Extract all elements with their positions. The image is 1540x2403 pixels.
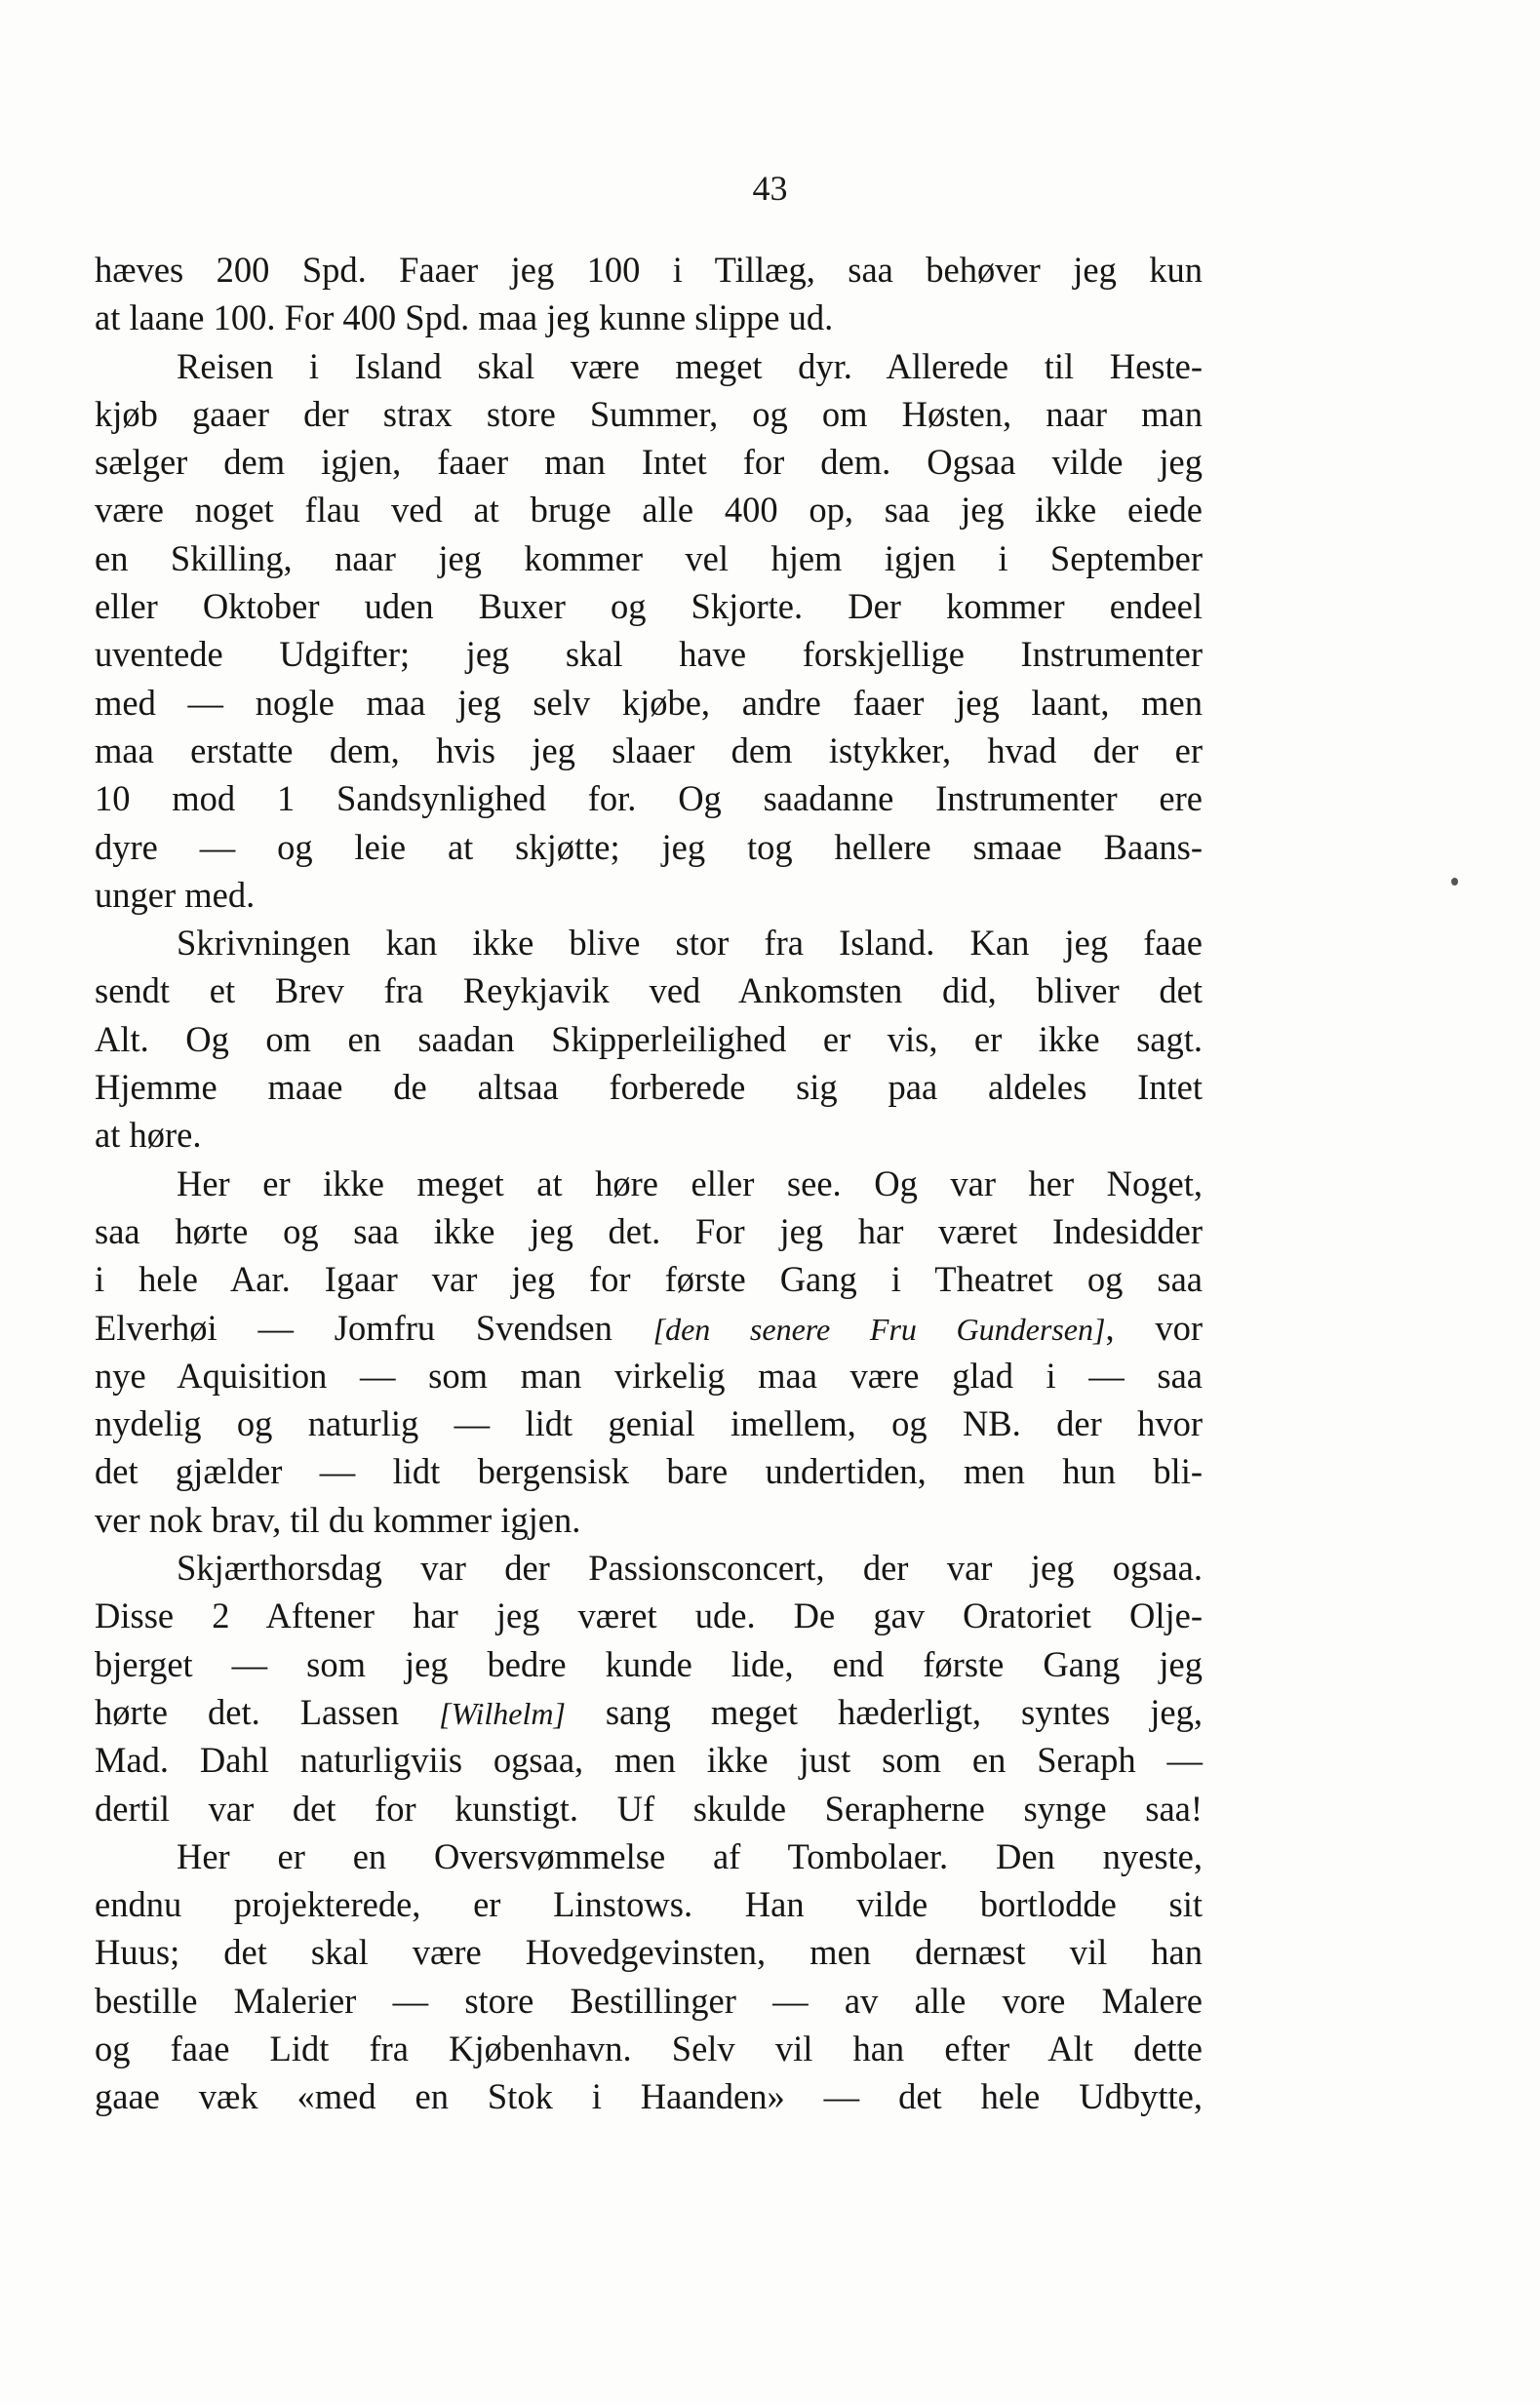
text-line: sælger dem igjen, faaer man Intet for dem. Ogsaa vilde jeg [95,442,1203,483]
text-segment: , vor [1105,1307,1203,1348]
text-line: Huus; det skal være Hovedgevinsten, men dernæst vil han [95,1932,1203,1973]
text-line: bestille Malerier — store Bestillinger — av alle vore Malere [95,1980,1203,2021]
text-line: en Skilling, naar jeg kommer vel hjem igjen i September [95,537,1203,578]
text-line: være noget flau ved at bruge alle 400 op, saa jeg ikke eiede [95,490,1203,531]
text-line: Her er en Oversvømmelse af Tombolaer. Den nyeste, [177,1835,1203,1876]
text-line: at laane 100. For 400 Spd. maa jeg kunne slippe ud. [95,297,834,338]
editorial-note: [den senere Fru Gundersen] [652,1311,1106,1347]
text-line: Disse 2 Aftener har jeg været ude. De gav Oratoriet Olje- [95,1595,1203,1636]
text-line: i hele Aar. Igaar var jeg for første Gang i Theatret og saa [95,1259,1203,1300]
paper-speck [1451,878,1458,886]
text-line: saa hørte og saa ikke jeg det. For jeg har været Indesidder [95,1210,1203,1251]
text-line [95,1304,1203,1352]
text-line: sendt et Brev fra Reykjavik ved Ankomsten did, bliver det [95,970,1203,1011]
text-line: kjøb gaaer der strax store Summer, og om Høsten, naar man [95,393,1203,434]
text-line: eller Oktober uden Buxer og Skjorte. Der kommer endeel [95,586,1203,627]
text-line: endnu projekterede, er Linstows. Han vilde bortlodde sit [95,1884,1203,1925]
text-line: unger med. [95,874,256,915]
text-line: Alt. Og om en saadan Skipperleilighed er vis, er ikke sagt. [95,1018,1203,1059]
text-line: og faae Lidt fra Kjøbenhavn. Selv vil han efter Alt dette [95,2028,1203,2068]
text-segment: Elverhøi — Jomfru Svendsen [95,1307,653,1348]
text-line: Skjærthorsdag var der Passionsconcert, der var jeg ogsaa. [177,1548,1203,1589]
text-line: bjerget — som jeg bedre kunde lide, end første Gang jeg [95,1643,1203,1684]
text-line: Skrivningen kan ikke blive stor fra Island. Kan jeg faae [177,923,1203,964]
text-line: Mad. Dahl naturligviis ogsaa, men ikke just som en Seraph — [95,1740,1203,1781]
text-line: uventede Udgifter; jeg skal have forskjellige Instrumenter [95,634,1203,675]
text-line: gaae væk «med en Stok i Haanden» — det hele Udbytte, [95,2076,1203,2117]
page-number: 43 [752,169,788,208]
editorial-note: [Wilhelm] [439,1695,566,1731]
text-line: 10 mod 1 Sandsynlighed for. Og saadanne Instrumenter ere [95,778,1203,819]
text-line: Hjemme maae de altsaa forberede sig paa aldeles Intet [95,1067,1203,1108]
body-text [95,246,1203,2121]
text-line: med — nogle maa jeg selv kjøbe, andre faaer jeg laant, men [95,682,1203,723]
text-line: det gjælder — lidt bergensisk bare undertiden, men hun bli- [95,1451,1203,1492]
text-line [95,1688,1203,1736]
text-line: Her er ikke meget at høre eller see. Og var her Noget, [177,1162,1203,1203]
text-line: maa erstatte dem, hvis jeg slaaer dem istykker, hvad der er [95,729,1203,770]
text-line: hæves 200 Spd. Faaer jeg 100 i Tillæg, saa behøver jeg kun [95,250,1203,290]
text-line: nydelig og naturlig — lidt genial imellem, og NB. der hvor [95,1403,1203,1444]
text-segment: hørte det. Lassen [95,1691,440,1732]
text-line: Reisen i Island skal være meget dyr. Allerede til Heste- [177,345,1203,386]
text-line: dertil var det for kunstigt. Uf skulde Serapherne synge saa! [95,1788,1203,1829]
text-line: dyre — og leie at skjøtte; jeg tog hellere smaae Baans- [95,826,1203,867]
text-line: at høre. [95,1115,202,1156]
text-segment: sang meget hæderligt, syntes jeg, [565,1691,1203,1732]
text-line: ver nok brav, til du kommer igjen. [95,1499,581,1540]
text-line: nye Aquisition — som man virkelig maa være glad i — saa [95,1355,1203,1396]
